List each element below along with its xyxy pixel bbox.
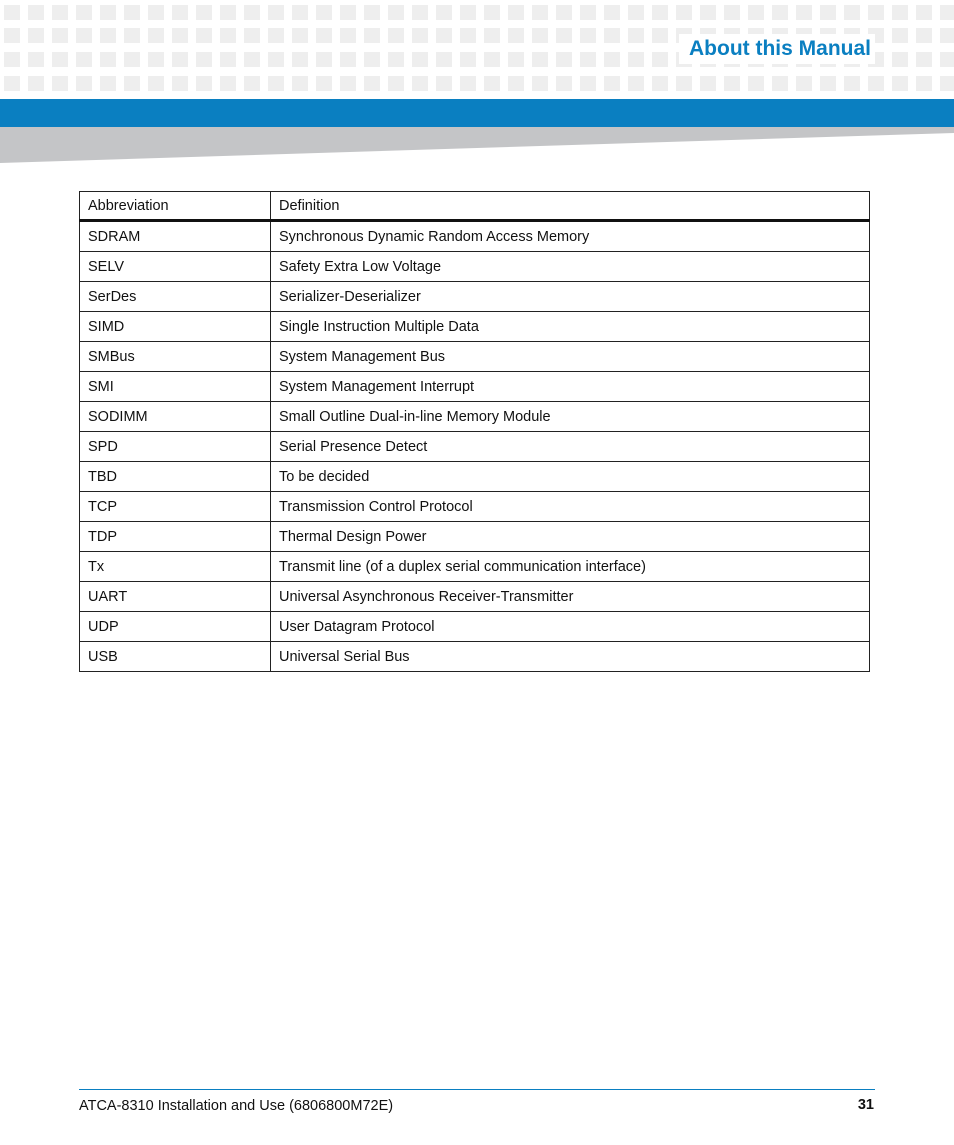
abbreviation-cell: TBD: [80, 462, 271, 492]
definition-cell: Single Instruction Multiple Data: [271, 312, 870, 342]
definition-cell: To be decided: [271, 462, 870, 492]
abbreviation-cell: UART: [80, 582, 271, 612]
abbreviation-cell: Tx: [80, 552, 271, 582]
table-row: [80, 432, 870, 462]
header-blue-band: [0, 99, 954, 127]
page-title: About this Manual: [679, 34, 875, 64]
definition-cell: Thermal Design Power: [271, 522, 870, 552]
definition-cell: Small Outline Dual-in-line Memory Module: [271, 402, 870, 432]
definition-cell: Transmission Control Protocol: [271, 492, 870, 522]
table-row: [80, 522, 870, 552]
table-body: [80, 221, 870, 672]
definition-cell: Safety Extra Low Voltage: [271, 252, 870, 282]
abbreviation-cell: SODIMM: [80, 402, 271, 432]
table-row: [80, 492, 870, 522]
definition-cell: Serial Presence Detect: [271, 432, 870, 462]
table-header-row: [80, 192, 870, 221]
table-row: [80, 342, 870, 372]
page-number: 31: [857, 1097, 874, 1113]
definition-cell: User Datagram Protocol: [271, 612, 870, 642]
column-header-definition: Definition: [271, 192, 870, 221]
column-header-abbreviation: Abbreviation: [80, 192, 271, 221]
definition-cell: Transmit line (of a duplex serial communication interface): [271, 552, 870, 582]
table-row: [80, 552, 870, 582]
abbreviation-cell: SMI: [80, 372, 271, 402]
abbreviation-cell: SDRAM: [80, 221, 271, 252]
abbreviation-cell: USB: [80, 642, 271, 672]
footer-rule: [79, 1089, 875, 1090]
abbreviation-cell: SPD: [80, 432, 271, 462]
abbreviation-cell: SerDes: [80, 282, 271, 312]
abbreviation-table: [79, 191, 870, 672]
table-row: [80, 462, 870, 492]
definition-cell: System Management Interrupt: [271, 372, 870, 402]
abbreviation-cell: SELV: [80, 252, 271, 282]
table-row: [80, 221, 870, 252]
header-gray-wedge: [0, 127, 954, 163]
abbreviation-cell: UDP: [80, 612, 271, 642]
abbreviation-cell: TCP: [80, 492, 271, 522]
table-row: [80, 642, 870, 672]
definition-cell: Universal Asynchronous Receiver-Transmitter: [271, 582, 870, 612]
table-row: [80, 252, 870, 282]
table-row: [80, 582, 870, 612]
abbreviation-cell: SIMD: [80, 312, 271, 342]
table-row: [80, 312, 870, 342]
definition-cell: Synchronous Dynamic Random Access Memory: [271, 221, 870, 252]
table-row: [80, 282, 870, 312]
footer-document-title: ATCA-8310 Installation and Use (6806800M72E): [79, 1098, 394, 1114]
definition-cell: System Management Bus: [271, 342, 870, 372]
table-row: [80, 372, 870, 402]
abbreviation-cell: TDP: [80, 522, 271, 552]
table-row: [80, 402, 870, 432]
table-row: [80, 612, 870, 642]
definition-cell: Serializer-Deserializer: [271, 282, 870, 312]
abbreviation-cell: SMBus: [80, 342, 271, 372]
definition-cell: Universal Serial Bus: [271, 642, 870, 672]
